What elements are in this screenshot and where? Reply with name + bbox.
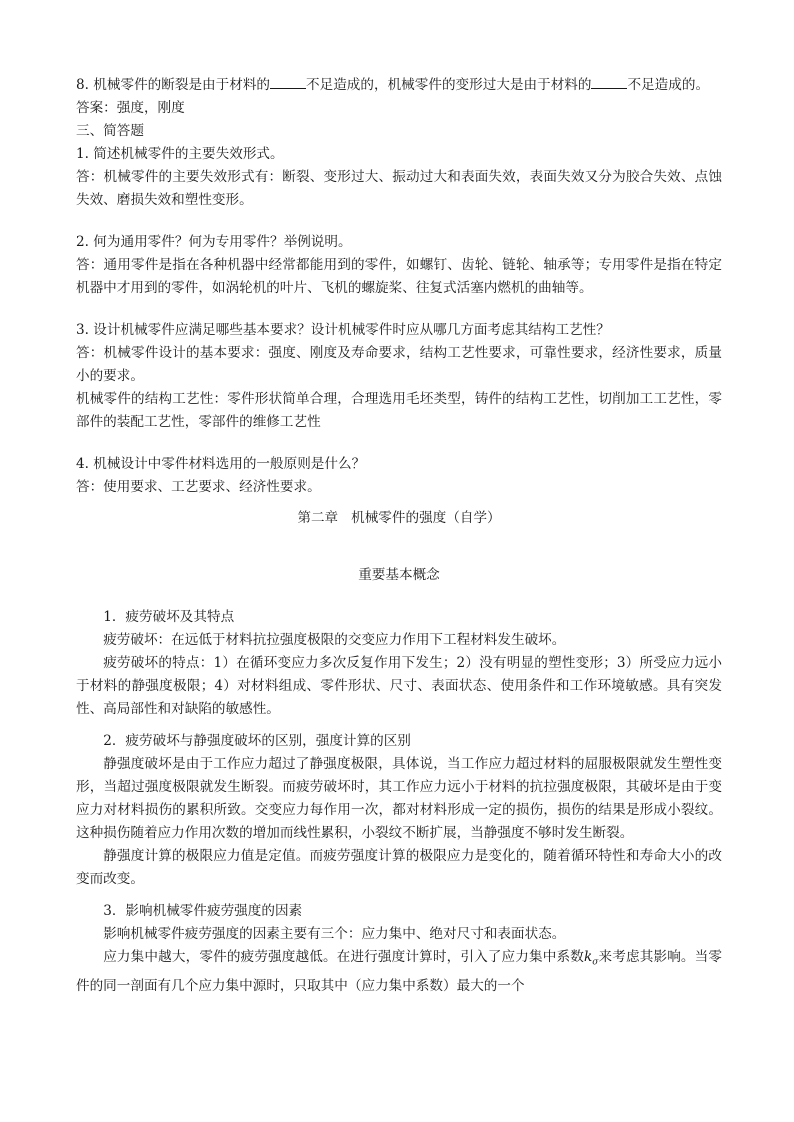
q8-part3: 不足造成的。 bbox=[627, 77, 710, 93]
q8-answer: 答案：强度，刚度 bbox=[76, 100, 185, 116]
concept-2-title: 2．疲劳破坏与静强度破坏的区别，强度计算的区别 bbox=[103, 733, 411, 749]
question-4: 4. 机械设计中零件材料选用的一般原则是什么？ bbox=[76, 456, 366, 472]
concept-1-p1: 疲劳破坏：在远低于材料抗拉强度极限的交变应力作用下工程材料发生破坏。 bbox=[103, 632, 566, 648]
q8-part1: 8. 机械零件的断裂是由于材料的 bbox=[76, 77, 271, 93]
concept-1-title: 1．疲劳破坏及其特点 bbox=[103, 609, 235, 625]
answer-4: 答：使用要求、工艺要求、经济性要求。 bbox=[76, 479, 321, 495]
concept-3-p2b: 来考虑其影响。当零件的同一剖面有几个应力集中源时，只取其中（应力集中系数）最大的一个 bbox=[76, 949, 723, 994]
section-3-title: 三、简答题 bbox=[76, 123, 144, 139]
question-8 bbox=[76, 74, 722, 97]
concept-2-p1: 静强度破坏是由于工作应力超过了静强度极限，具体说，当工作应力超过材料的屈服极限就发生塑性变形，当超过强度极限就发生断裂。而疲劳破坏时，其工作应力远小于材料的抗拉强度极限，其破坏是由于变应力对材料损伤的累积所致。交变应力每作用一次，都对材料形成一定的损伤，损伤的结果是形成小裂纹。这种损伤随着应力作用次数的增加而线性累积，小裂纹不断扩展，当静强度不够时发生断裂。 bbox=[76, 756, 722, 841]
answer-3: 答：机械零件设计的基本要求：强度、刚度及寿命要求，结构工艺性要求，可靠性要求，经济性要求，质量小的要求。 bbox=[76, 345, 722, 384]
question-2: 2. 何为通用零件？何为专用零件？举例说明。 bbox=[76, 234, 352, 250]
concept-1-p2: 疲劳破坏的特点：1）在循环变应力多次反复作用下发生；2）没有明显的塑性变形；3）所受应力远小于材料的静强度极限；4）对材料组成、零件形状、尺寸、表面状态、使用条件和工作环境敏感。具有突发性、高局部性和对缺陷的敏感性。 bbox=[76, 655, 722, 717]
question-1: 1. 简述机械零件的主要失效形式。 bbox=[76, 146, 284, 162]
concepts-title: 重要基本概念 bbox=[358, 567, 440, 583]
q8-part2: 不足造成的，机械零件的变形过大是由于材料的 bbox=[306, 77, 592, 93]
chapter-title: 机械零件的强度（自学） bbox=[351, 510, 501, 526]
question-3: 3. 设计机械零件应满足哪些基本要求？设计机械零件时应从哪几方面考虑其结构工艺性？ bbox=[76, 322, 610, 338]
concept-3-p1: 影响机械零件疲劳强度的因素主要有三个：应力集中、绝对尺寸和表面状态。 bbox=[103, 926, 566, 942]
stress-concentration-symbol: $k_\sigma$ bbox=[583, 949, 599, 968]
answer-1: 答：机械零件的主要失效形式有：断裂、变形过大、振动过大和表面失效，表面失效又分为胶合失效、点蚀失效、磨损失效和塑性变形。 bbox=[76, 169, 722, 208]
concept-3-title: 3．影响机械零件疲劳强度的因素 bbox=[103, 903, 303, 919]
answer-3-part2: 机械零件的结构工艺性：零件形状简单合理，合理选用毛坯类型，铸件的结构工艺性，切削加工工艺性，零部件的装配工艺性，零部件的维修工艺性 bbox=[76, 391, 722, 430]
fill-blank-1 bbox=[270, 74, 306, 89]
document-page bbox=[76, 74, 722, 998]
concept-3-p2 bbox=[76, 946, 722, 998]
fill-blank-2 bbox=[591, 74, 627, 89]
concept-2-p2: 静强度计算的极限应力值是定值。而疲劳强度计算的极限应力是变化的，随着循环特性和寿命大小的改变而改变。 bbox=[76, 848, 722, 887]
concept-3-p2a: 应力集中越大，零件的疲劳强度越低。在进行强度计算时，引入了应力集中系数 bbox=[103, 949, 584, 965]
chapter-heading bbox=[76, 507, 722, 530]
answer-2: 答：通用零件是指在各种机器中经常都能用到的零件，如螺钉、齿轮、链轮、轴承等；专用零件是指在特定机器中才用到的零件，如涡轮机的叶片、飞机的螺旋桨、往复式活塞内燃机的曲轴等。 bbox=[76, 257, 722, 296]
chapter-number: 第二章 bbox=[297, 510, 339, 526]
